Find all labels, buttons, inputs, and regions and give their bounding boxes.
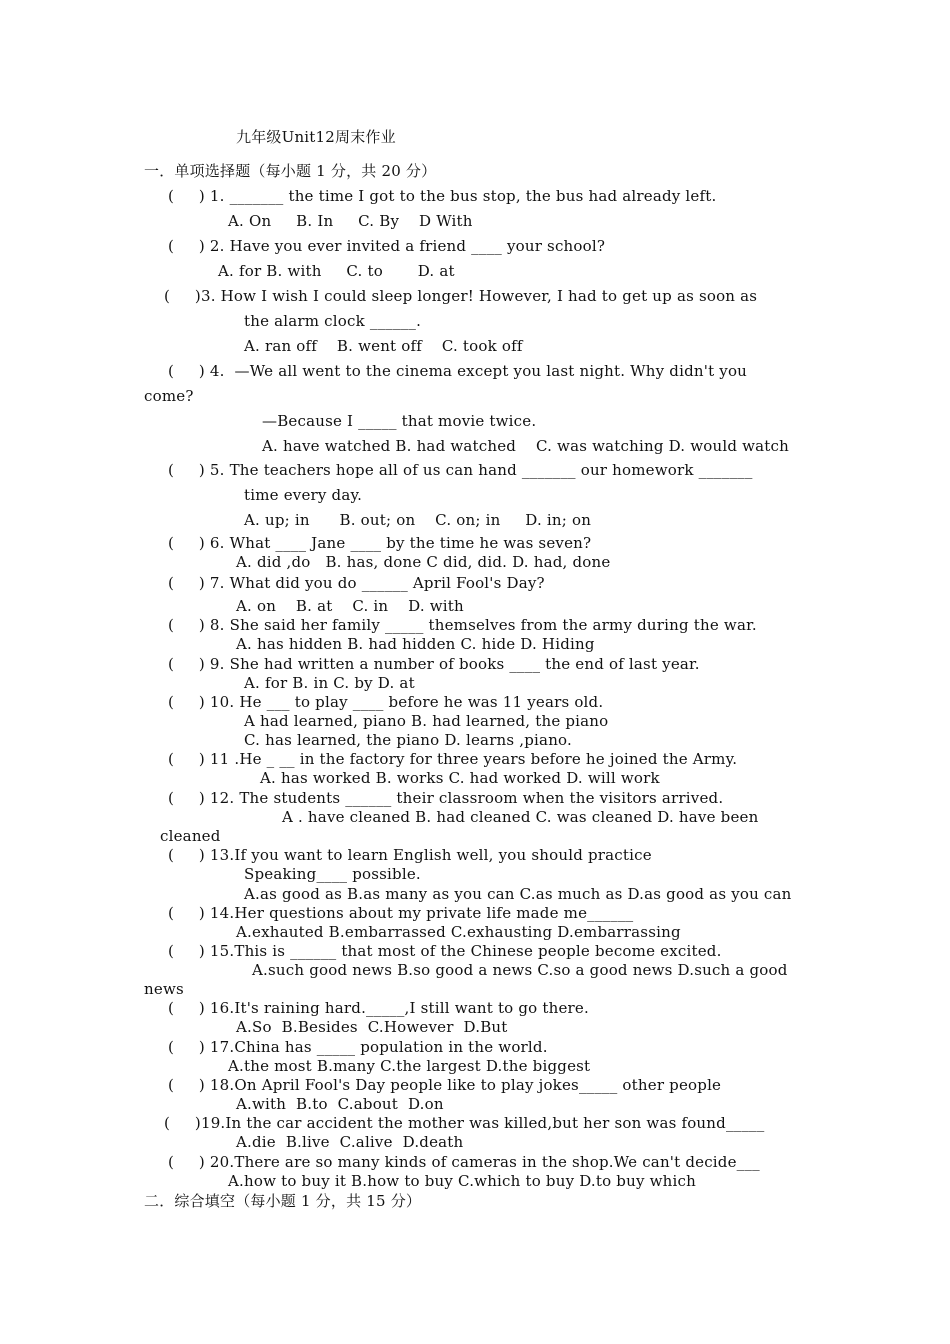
- question-10-options-2: C. has learned, the piano D. learns ,piano.: [244, 731, 572, 749]
- question-13-stem: ( ) 13.If you want to learn English well, you should practice: [168, 846, 652, 864]
- question-6-stem: ( ) 6. What ____ Jane ____ by the time he was seven?: [168, 534, 592, 552]
- question-1-options: A. On B. In C. By D With: [228, 212, 473, 230]
- question-5-stem-cont: time every day.: [244, 486, 363, 504]
- question-17-options: A.the most B.many C.the largest D.the biggest: [228, 1057, 591, 1075]
- question-15-options-cont: news: [144, 980, 184, 998]
- question-13-options: A.as good as B.as many as you can C.as much as D.as good as you can: [244, 885, 792, 903]
- question-3-stem-cont: the alarm clock ______.: [244, 312, 422, 330]
- question-4-stem: ( ) 4. —We all went to the cinema except you last night. Why didn't you: [168, 362, 748, 380]
- question-8-stem: ( ) 8. She said her family _____ themselves from the army during the war.: [168, 616, 757, 634]
- question-18-stem: ( ) 18.On April Fool's Day people like to play jokes_____ other people: [168, 1076, 722, 1094]
- question-4-stem-cont: come?: [144, 387, 194, 405]
- question-5-options: A. up; in B. out; on C. on; in D. in; on: [244, 511, 592, 529]
- question-3-stem: ( )3. How I wish I could sleep longer! However, I had to get up as soon as: [164, 287, 758, 305]
- question-12-stem: ( ) 12. The students ______ their classroom when the visitors arrived.: [168, 789, 724, 807]
- section-1-heading: 一．单项选择题（每小题 1 分，共 20 分）: [144, 162, 437, 180]
- question-20-options: A.how to buy it B.how to buy C.which to buy D.to buy which: [228, 1172, 696, 1190]
- question-10-options-1: A had learned, piano B. had learned, the piano: [244, 712, 609, 730]
- question-12-options: A . have cleaned B. had cleaned C. was cleaned D. have been: [282, 808, 759, 826]
- question-16-options: A.So B.Besides C.However D.But: [236, 1018, 508, 1036]
- question-15-options: A.such good news B.so good a news C.so a good news D.such a good: [252, 961, 788, 979]
- question-4-dialogue: —Because I _____ that movie twice.: [262, 412, 537, 430]
- question-15-stem: ( ) 15.This is ______ that most of the Chinese people become excited.: [168, 942, 722, 960]
- question-10-stem: ( ) 10. He ___ to play ____ before he was 11 years old.: [168, 693, 604, 711]
- question-9-stem: ( ) 9. She had written a number of books ____ the end of last year.: [168, 655, 700, 673]
- question-19-stem: ( )19.In the car accident the mother was killed,but her son was found_____: [164, 1114, 765, 1132]
- question-13-stem-cont: Speaking____ possible.: [244, 865, 421, 883]
- question-5-stem: ( ) 5. The teachers hope all of us can hand _______ our homework _______: [168, 461, 753, 479]
- question-19-options: A.die B.live C.alive D.death: [236, 1133, 464, 1151]
- question-3-options: A. ran off B. went off C. took off: [244, 337, 523, 355]
- page-title: 九年级Unit12周末作业: [236, 128, 396, 146]
- question-4-options: A. have watched B. had watched C. was watching D. would watch: [262, 437, 789, 455]
- question-16-stem: ( ) 16.It's raining hard._____,I still want to go there.: [168, 999, 589, 1017]
- question-14-options: A.exhauted B.embarrassed C.exhausting D.embarrassing: [236, 923, 681, 941]
- question-2-options: A. for B. with C. to D. at: [218, 262, 455, 280]
- question-2-stem: ( ) 2. Have you ever invited a friend ____ your school?: [168, 237, 606, 255]
- question-6-options: A. did ,do B. has, done C did, did. D. had, done: [236, 553, 611, 571]
- question-11-options: A. has worked B. works C. had worked D. will work: [260, 769, 660, 787]
- question-12-options-cont: cleaned: [160, 827, 221, 845]
- section-2-heading: 二．综合填空（每小题 1 分，共 15 分）: [144, 1192, 422, 1210]
- question-14-stem: ( ) 14.Her questions about my private life made me______: [168, 904, 634, 922]
- question-11-stem: ( ) 11 .He _ __ in the factory for three years before he joined the Army.: [168, 750, 738, 768]
- question-17-stem: ( ) 17.China has _____ population in the world.: [168, 1038, 548, 1056]
- question-7-options: A. on B. at C. in D. with: [236, 597, 464, 615]
- question-20-stem: ( ) 20.There are so many kinds of cameras in the shop.We can't decide___: [168, 1153, 760, 1171]
- question-7-stem: ( ) 7. What did you do ______ April Fool's Day?: [168, 574, 545, 592]
- question-8-options: A. has hidden B. had hidden C. hide D. Hiding: [236, 635, 595, 653]
- question-18-options: A.with B.to C.about D.on: [236, 1095, 444, 1113]
- question-1-stem: ( ) 1. _______ the time I got to the bus stop, the bus had already left.: [168, 187, 717, 205]
- question-9-options: A. for B. in C. by D. at: [244, 674, 415, 692]
